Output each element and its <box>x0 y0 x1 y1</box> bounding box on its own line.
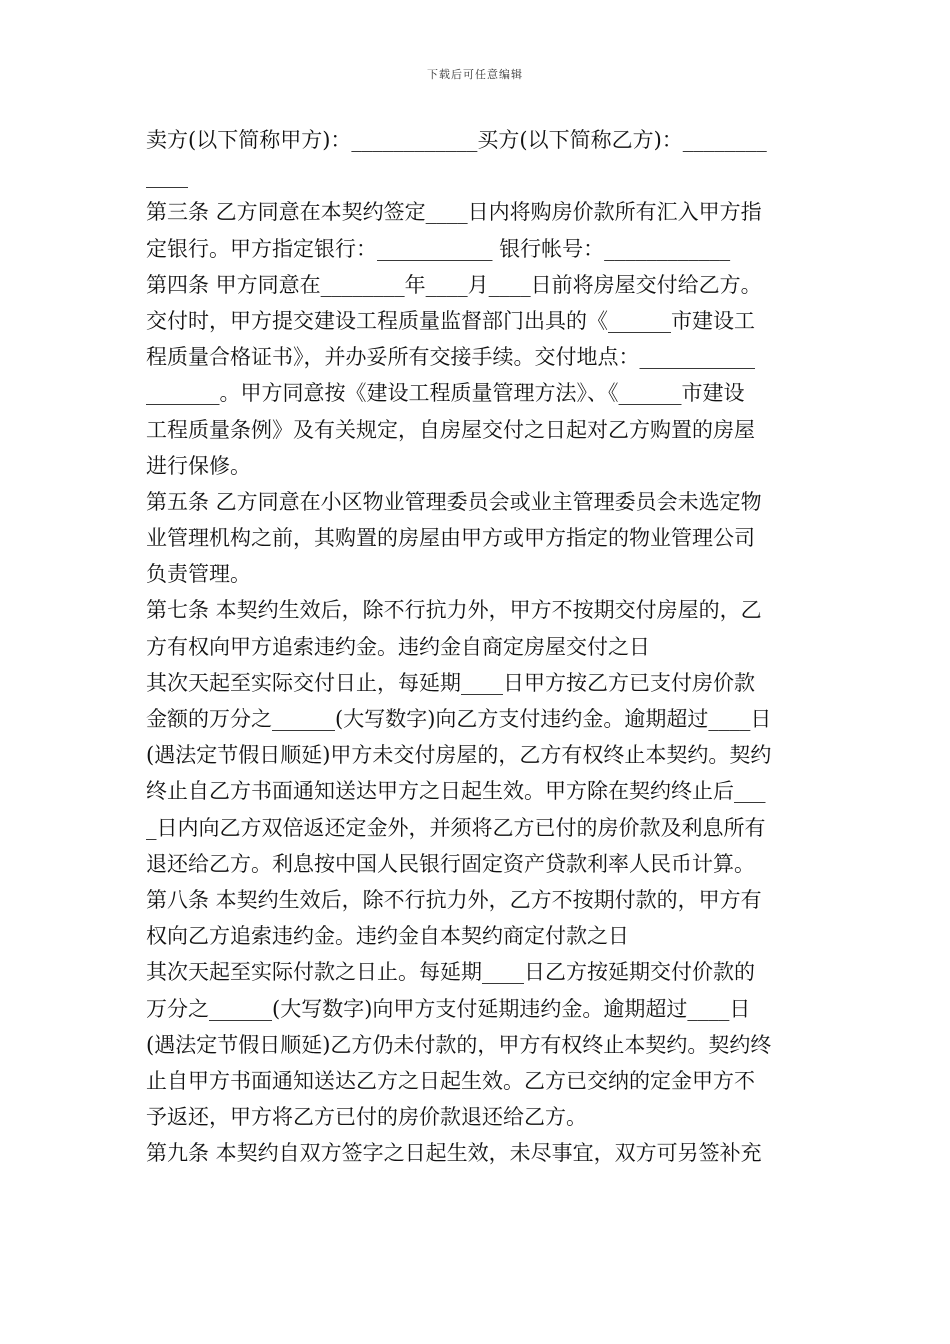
text-line: 第九条 本契约自双方签字之日起生效，未尽事宜，双方可另签补充 <box>146 1141 762 1166</box>
text-line: 终止自乙方书面通知送达甲方之日起生效。甲方除在契约终止后___ <box>146 779 766 804</box>
text-line: 第五条 乙方同意在小区物业管理委员会或业主管理委员会未选定物 <box>146 489 762 514</box>
text-line: 进行保修。 <box>146 453 251 478</box>
text-line: 方有权向甲方追索违约金。违约金自商定房屋交付之日 <box>146 634 650 659</box>
text-line: 卖方(以下简称甲方)：____________买方(以下简称乙方)：________ <box>146 128 767 152</box>
text-line: 万分之______(大写数字)向甲方支付延期违约金。逾期超过____日 <box>146 996 751 1021</box>
text-line: 权向乙方追索违约金。违约金自本契约商定付款之日 <box>146 924 629 949</box>
text-line: _______。甲方同意按《建设工程质量管理方法》、《______市建设 <box>146 381 745 406</box>
document-body <box>146 122 806 1171</box>
text-line: 交付时，甲方提交建设工程质量监督部门出具的《______市建设工 <box>146 308 755 333</box>
text-line: 第四条 甲方同意在________年____月____日前将房屋交付给乙方。 <box>146 272 762 297</box>
text-line: ____ <box>146 164 188 189</box>
text-line: 业管理机构之前，其购置的房屋由甲方或甲方指定的物业管理公司 <box>146 526 755 551</box>
text-line: 第三条 乙方同意在本契约签定____日内将购房价款所有汇入甲方指 <box>146 200 762 225</box>
text-line: 第七条 本契约生效后，除不行抗力外，甲方不按期交付房屋的，乙 <box>146 598 762 623</box>
text-line: 工程质量条例》及有关规定，自房屋交付之日起对乙方购置的房屋 <box>146 417 755 442</box>
text-line: 予返还，甲方将乙方已付的房价款退还给乙方。 <box>146 1105 587 1130</box>
page-header-note: 下载后可任意编辑 <box>427 68 523 81</box>
text-line: 其次天起至实际交付日止，每延期____日甲方按乙方已支付房价款 <box>146 670 755 695</box>
text-line: 金额的万分之______(大写数字)向乙方支付违约金。逾期超过____日 <box>146 707 772 731</box>
text-line: 定银行。甲方指定银行：___________ 银行帐号：____________ <box>146 236 731 261</box>
text-line: 其次天起至实际付款之日止。每延期____日乙方按延期交付价款的 <box>146 960 755 985</box>
text-line: (遇法定节假日顺延)乙方仍未付款的，甲方有权终止本契约。契约终 <box>146 1032 772 1057</box>
text-line: 负责管理。 <box>146 562 251 587</box>
text-line: 第八条 本契约生效后，除不行抗力外，乙方不按期付款的，甲方有 <box>146 887 762 912</box>
text-line: 退还给乙方。利息按中国人民银行固定资产贷款利率人民币计算。 <box>146 851 755 876</box>
text-line: 程质量合格证书》，并办妥所有交接手续。交付地点：___________ <box>146 345 755 370</box>
text-line: _日内向乙方双倍返还定金外，并须将乙方已付的房价款及利息所有 <box>146 815 766 840</box>
text-line: (遇法定节假日顺延)甲方未交付房屋的，乙方有权终止本契约。契约 <box>146 743 772 768</box>
text-line: 止自甲方书面通知送达乙方之日起生效。乙方已交纳的定金甲方不 <box>146 1068 755 1093</box>
